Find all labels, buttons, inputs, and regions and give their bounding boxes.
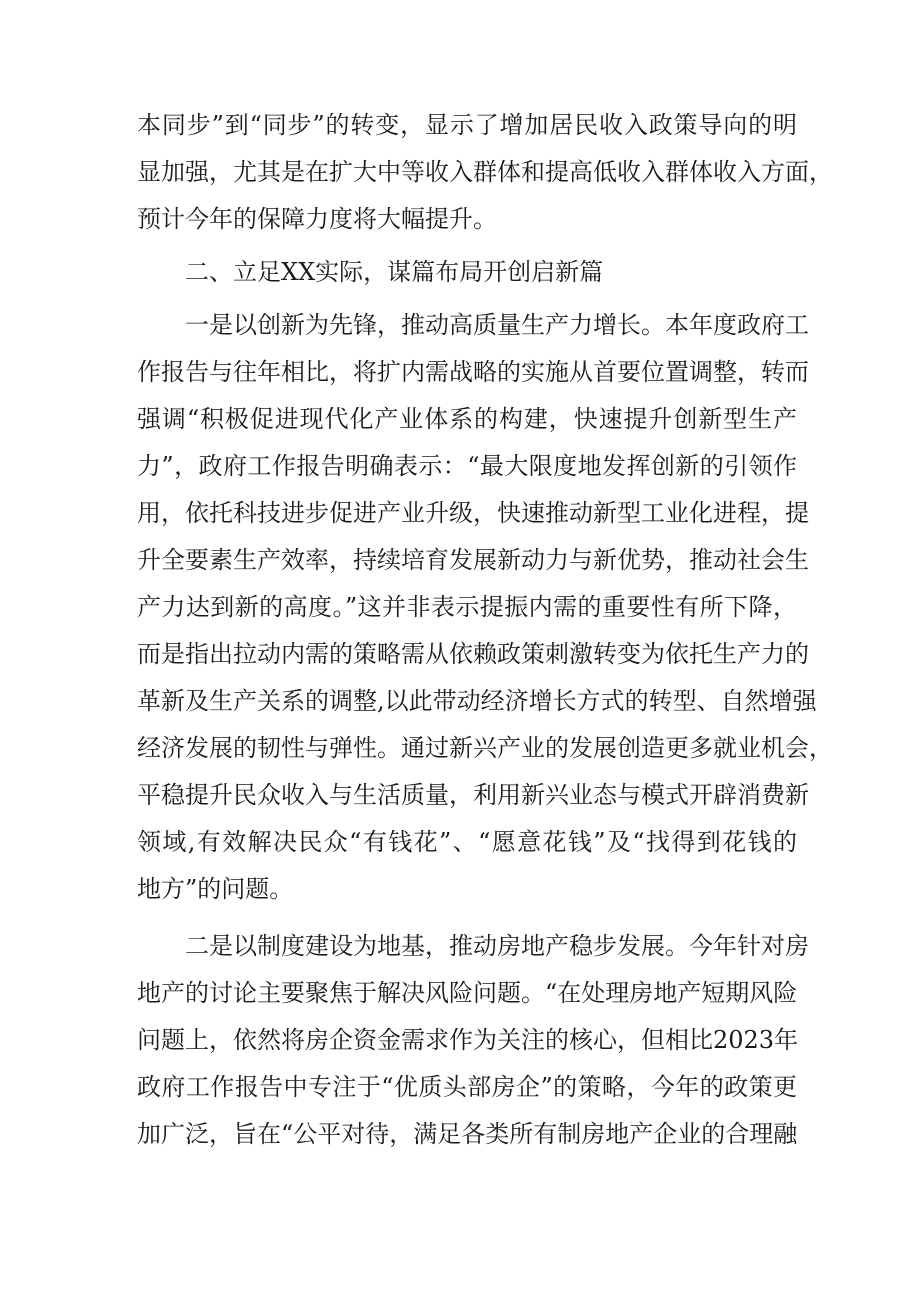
text-line: 地方”的问题。 — [137, 875, 294, 903]
text-line: 力”，政府工作报告明确表示：“最大限度地发挥创新的引领作 — [137, 452, 797, 480]
text-line: 二是以制度建设为地基，推动房地产稳步发展。今年针对房 — [185, 932, 809, 960]
text-line: 地产的讨论主要聚焦于解决风险问题。“在处理房地产短期风险 — [137, 979, 798, 1007]
text-line: 平稳提升民众收入与生活质量，利用新兴业态与模式开辟消费新 — [137, 781, 809, 809]
text-line: 一是以创新为先锋，推动高质量生产力增长。本年度政府工 — [185, 311, 809, 339]
paragraph-innovation — [137, 302, 833, 913]
text-line: 强调“积极促进现代化产业体系的构建，快速提升创新型生产 — [137, 405, 797, 433]
text-line: 革新及生产关系的调整,以此带动经济增长方式的转型、自然增强 — [137, 687, 817, 715]
text-line: 经济发展的韧性与弹性。通过新兴产业的发展创造更多就业机会， — [137, 734, 833, 762]
text-line: 作报告与往年相比，将扩内需战略的实施从首要位置调整，转而 — [137, 358, 809, 386]
text-line: 用，依托科技进步促进产业升级，快速推动新型工业化进程，提 — [137, 499, 809, 527]
text-line: 政府工作报告中专注于“优质头部房企”的策略，今年的政策更 — [137, 1073, 797, 1101]
text-line: 升全要素生产效率，持续培育发展新动力与新优势，推动社会生 — [137, 546, 809, 574]
text-line: 预计今年的保障力度将大幅提升。 — [137, 205, 497, 233]
text-line: 而是指出拉动内需的策略需从依赖政策刺激转变为依托生产力的 — [137, 640, 809, 668]
document-body — [137, 102, 833, 1158]
text-line: 产力达到新的高度。”这并非表示提振内需的重要性有所下降， — [137, 593, 797, 621]
text-line: 问题上，依然将房企资金需求作为关注的核心，但相比2023年 — [137, 1026, 799, 1054]
section-heading: 二、立足XX实际，谋篇布局开创启新篇 — [185, 258, 604, 286]
text-line: 显加强，尤其是在扩大中等收入群体和提高低收入群体收入方面， — [137, 158, 833, 186]
text-line: 领域,有效解决民众“有钱花”、“愿意花钱”及“找得到花钱的 — [137, 828, 797, 856]
paragraph-income-policy — [137, 102, 833, 243]
paragraph-real-estate — [137, 923, 809, 1158]
text-line: 加广泛，旨在“公平对待，满足各类所有制房地产企业的合理融 — [137, 1120, 798, 1148]
text-line: 本同步”到“同步”的转变，显示了增加居民收入政策导向的明 — [137, 111, 797, 139]
